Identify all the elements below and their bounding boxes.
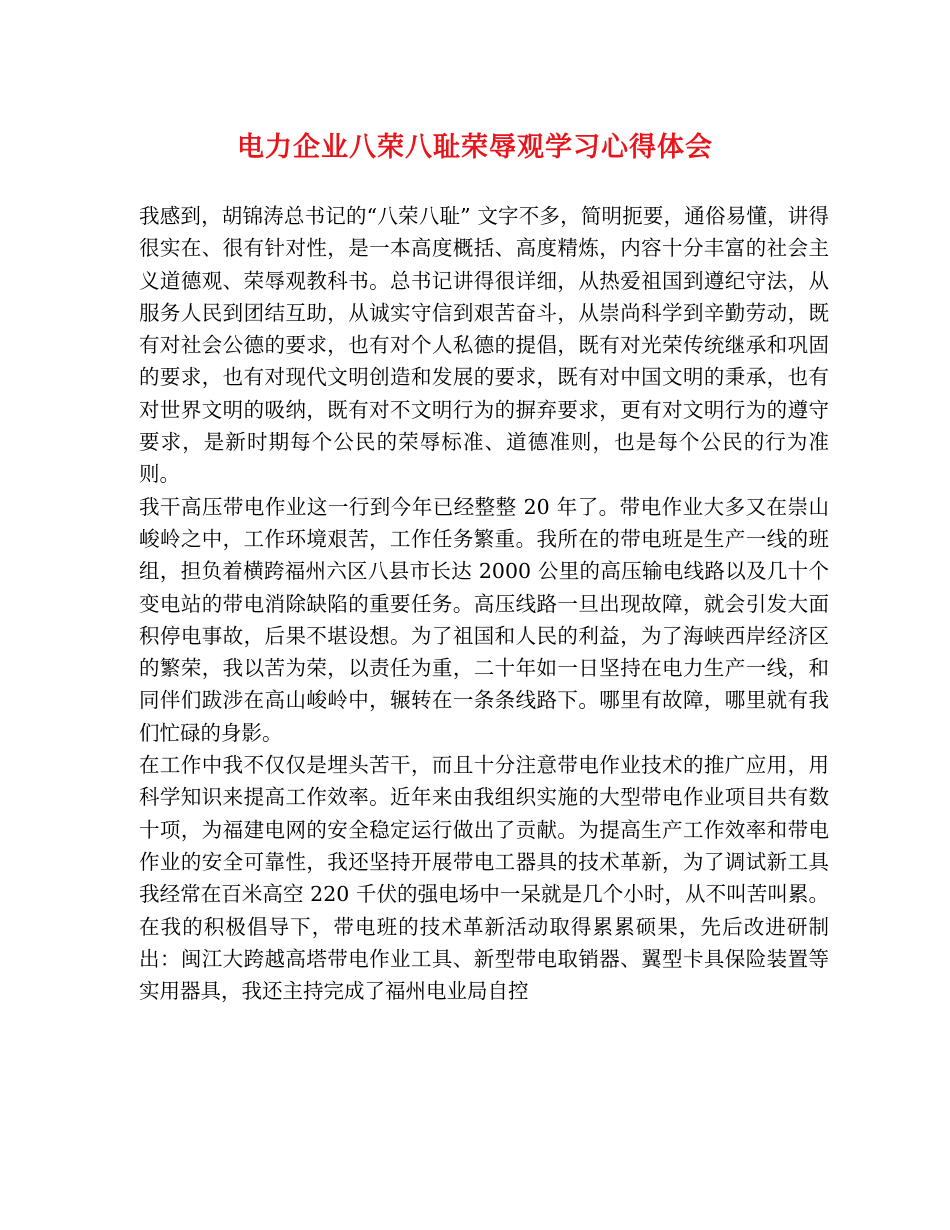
paragraph-2: 我干高压带电作业这一行到今年已经整整 20 年了。带电作业大多又在崇山峻岭之中，工作环境艰苦，工作任务繁重。我所在的带电班是生产一线的班组，担负着横跨福州六区八县市长达 2000 公里的高压输电线路以及几十个变电站的带电消除缺陷的重要任务。高压线路一旦出现故障，就会引发大面积停电事故，后果不堪设想。为了祖国和人民的利益，为了海峡西岸经济区的繁荣，我以苦为荣，以责任为重，二十年如一日坚持在电力生产一线，和同伴们跋涉在高山峻岭中，辗转在一条条线路下。哪里有故障，哪里就有我们忙碌的身影。	[139, 494, 829, 745]
paragraph-3: 在工作中我不仅仅是埋头苦干，而且十分注意带电作业技术的推广应用，用科学知识来提高工作效率。近年来由我组织实施的大型带电作业项目共有数十项，为福建电网的安全稳定运行做出了贡献。为提高生产工作效率和带电作业的安全可靠性，我还坚持开展带电工器具的技术革新，为了调试新工具我经常在百米高空 220 千伏的强电场中一呆就是几个小时，从不叫苦叫累。在我的积极倡导下，带电班的技术革新活动取得累累硕果，先后改进研制出：闽江大跨越高塔带电作业工具、新型带电取销器、翼型卡具保险装置等实用器具，我还主持完成了福州电业局自控	[139, 753, 829, 1004]
document-body	[139, 200, 829, 1007]
document-title: 电力企业八荣八耻荣辱观学习心得体会	[237, 132, 713, 163]
paragraph-1: 我感到，胡锦涛总书记的“八荣八耻” 文字不多，简明扼要，通俗易懂，讲得很实在、很有针对性，是一本高度概括、高度精炼，内容十分丰富的社会主义道德观、荣辱观教科书。总书记讲得很详细，从热爱祖国到遵纪守法，从服务人民到团结互助，从诚实守信到艰苦奋斗，从崇尚科学到辛勤劳动，既有对社会公德的要求，也有对个人私德的提倡，既有对光荣传统继承和巩固的要求，也有对现代文明创造和发展的要求，既有对中国文明的秉承，也有对世界文明的吸纳，既有对不文明行为的摒弃要求，更有对文明行为的遵守要求，是新时期每个公民的荣辱标准、道德准则，也是每个公民的行为准则。	[139, 204, 829, 487]
